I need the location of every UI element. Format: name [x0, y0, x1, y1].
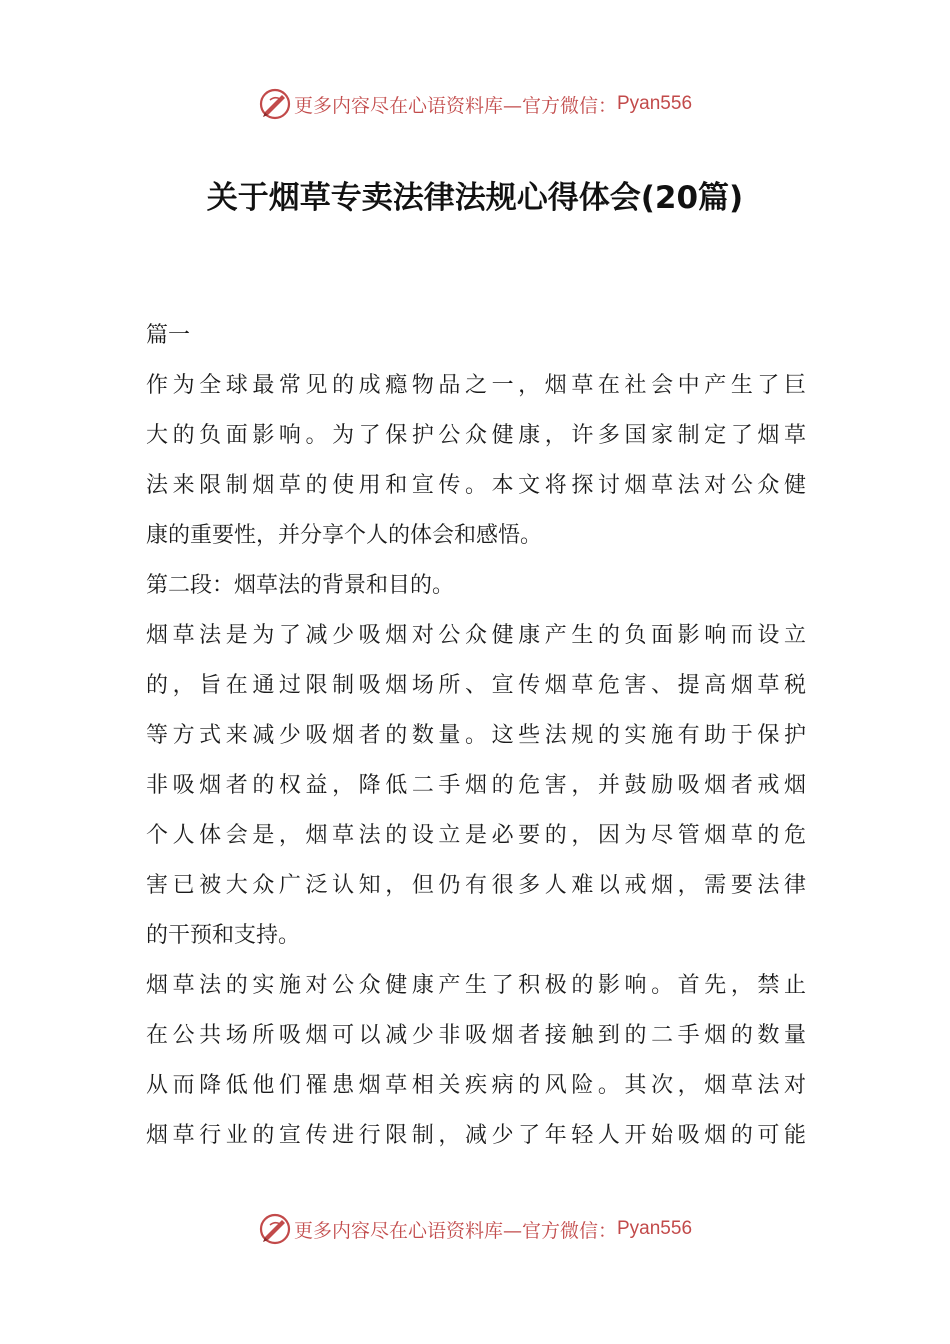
section-heading: 篇一 [146, 323, 191, 348]
paragraph-line: 烟草行业的宣传进行限制，减少了年轻人开始吸烟的可能 [146, 1123, 806, 1148]
header-watermark-banner [0, 86, 950, 122]
paragraph-line: 烟草法是为了减少吸烟对公众健康产生的负面影响而设立 [146, 623, 806, 648]
paragraph-line: 个人体会是，烟草法的设立是必要的，因为尽管烟草的危 [146, 823, 806, 848]
paragraph-line: 非吸烟者的权益，降低二手烟的危害，并鼓励吸烟者戒烟 [146, 773, 806, 798]
paragraph-line: 的，旨在通过限制吸烟场所、宣传烟草危害、提高烟草税 [146, 673, 806, 698]
paragraph-line: 大的负面影响。为了保护公众健康，许多国家制定了烟草 [146, 423, 806, 448]
paragraph-line: 作为全球最常见的成瘾物品之一，烟草在社会中产生了巨 [146, 373, 806, 398]
paragraph-line: 的干预和支持。 [146, 923, 301, 948]
paragraph-line: 烟草法的实施对公众健康产生了积极的影响。首先，禁止 [146, 973, 806, 998]
banner-text: 更多内容尽在心语资料库—官方微信： [293, 1219, 617, 1242]
banner-wechat-id: Pyan556 [617, 1218, 693, 1239]
footer-watermark-banner [0, 1211, 950, 1247]
paragraph-line: 在公共场所吸烟可以减少非吸烟者接触到的二手烟的数量 [146, 1023, 806, 1048]
document-title: 关于烟草专卖法律法规心得体会(20篇) [206, 180, 744, 216]
paragraph-line: 害已被大众广泛认知，但仍有很多人难以戒烟，需要法律 [146, 873, 806, 898]
section-subheading: 第二段：烟草法的背景和目的。 [146, 573, 455, 598]
banner-text: 更多内容尽在心语资料库—官方微信： [293, 94, 617, 117]
banner-wechat-id: Pyan556 [617, 93, 693, 114]
paragraph-line: 康的重要性，并分享个人的体会和感悟。 [146, 523, 543, 548]
paragraph-line: 法来限制烟草的使用和宣传。本文将探讨烟草法对公众健 [146, 473, 806, 498]
paragraph-line: 等方式来减少吸烟者的数量。这些法规的实施有助于保护 [146, 723, 806, 748]
document-body [146, 311, 806, 1161]
pen-logo-icon [258, 87, 292, 121]
pen-logo-icon [258, 1212, 292, 1246]
paragraph-line: 从而降低他们罹患烟草相关疾病的风险。其次，烟草法对 [146, 1073, 806, 1098]
